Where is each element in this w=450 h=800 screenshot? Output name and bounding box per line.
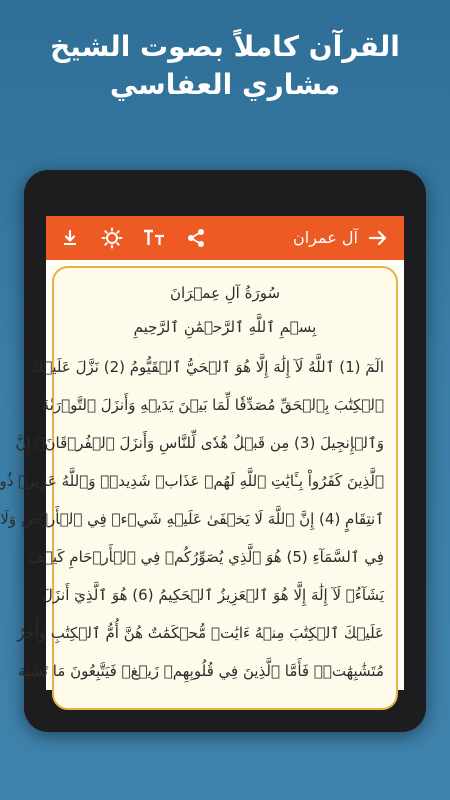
surah-toolbar-title: آل عمران <box>293 228 358 247</box>
forward-arrow-icon[interactable] <box>366 226 390 250</box>
quran-page-content <box>0 268 388 708</box>
verse-line: وَٱلۡإِنجِيلَ (3) مِن قَبۡلُ هُدٗى لِّلنَّاسِ وَأَنزَلَ ٱلۡفُرۡقَانَۗ إِنَّ <box>15 434 384 452</box>
verse-line: يَشَآءُۚ لَآ إِلَٰهَ إِلَّا هُوَ ٱلۡعَزِيزُ ٱلۡحَكِيمُ (6) هُوَ ٱلَّذِيٓ أَنزَلَ <box>41 586 384 604</box>
text-size-icon[interactable] <box>142 226 166 250</box>
promo-headline <box>0 28 450 104</box>
verse-line: ٱنتِقَامٍ (4) إِنَّ ٱللَّهَ لَا يَخۡفَىٰ عَلَيۡهِ شَيۡءٞ فِي ٱلۡأَرۡضِ وَلَا <box>0 510 384 528</box>
basmala: بِسۡمِ ٱللَّهِ ٱلرَّحۡمَٰنِ ٱلرَّحِيمِ <box>133 318 317 336</box>
brightness-icon[interactable] <box>100 226 124 250</box>
verse-line: فِي ٱلسَّمَآءِ (5) هُوَ ٱلَّذِي يُصَوِّرُكُمۡ فِي ٱلۡأَرۡحَامِ كَيۡفَ <box>28 548 384 566</box>
download-icon[interactable] <box>58 226 82 250</box>
quran-page <box>0 266 398 710</box>
verse-line: ٱلۡكِتَٰبَ بِٱلۡحَقِّ مُصَدِّقٗا لِّمَا بَيۡنَ يَدَيۡهِ وَأَنزَلَ ٱلتَّوۡرَىٰةَ <box>41 396 384 414</box>
share-icon[interactable] <box>184 226 208 250</box>
verse-line: ٱلَّذِينَ كَفَرُواْ بِـَٔايَٰتِ ٱللَّهِ لَهُمۡ عَذَابٞ شَدِيدٞۗ وَٱللَّهُ عَزِيزٞ ذُو <box>0 472 384 490</box>
verse-line: مُتَشَٰبِهَٰتٞۖ فَأَمَّا ٱلَّذِينَ فِي قُلُوبِهِمۡ زَيۡغٞ فَيَتَّبِعُونَ مَا تَشَٰبَهَ <box>17 662 384 680</box>
promo-line-1: القرآن كاملاً بصوت الشيخ <box>50 30 400 63</box>
surah-title: سُورَةُ آلِ عِمۡرَانَ <box>169 284 281 302</box>
tablet-frame <box>0 170 426 732</box>
verse-line: الٓمٓ (1) ٱللَّهُ لَآ إِلَٰهَ إِلَّا هُوَ ٱلۡحَيُّ ٱلۡقَيُّومُ (2) نَزَّلَ عَلَيۡكَ <box>30 358 384 376</box>
verses-block <box>0 348 388 690</box>
verse-line: عَلَيۡكَ ٱلۡكِتَٰبَ مِنۡهُ ءَايَٰتٞ مُّحۡكَمَٰتٌ هُنَّ أُمُّ ٱلۡكِتَٰبِ وَأُخَرُ <box>17 624 384 642</box>
promo-line-2: مشاري العفاسي <box>109 68 341 101</box>
app-screen <box>0 216 404 690</box>
app-toolbar <box>46 216 404 260</box>
